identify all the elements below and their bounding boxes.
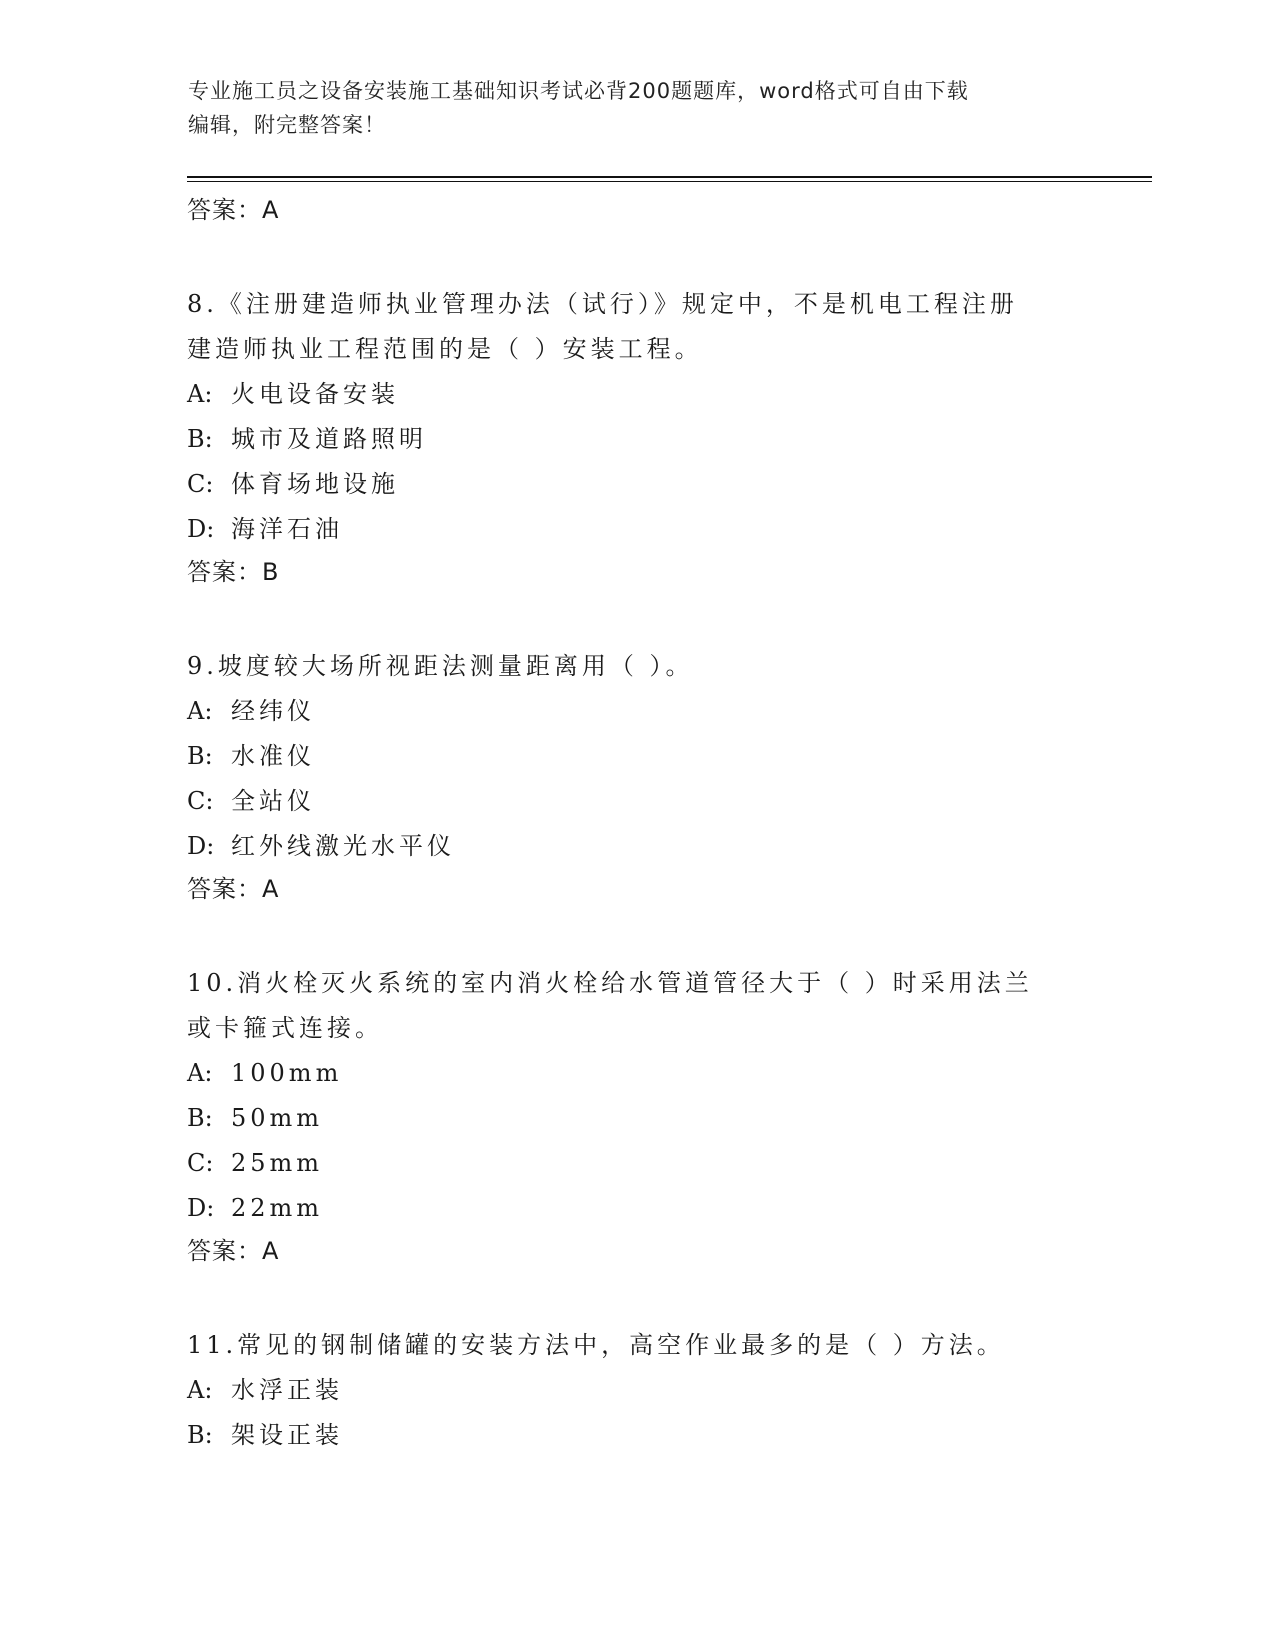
option-b	[187, 1096, 1087, 1141]
option-key: B:	[187, 1104, 213, 1132]
header-line-2: 编辑，附完整答案！	[188, 113, 386, 137]
option-d	[187, 824, 1087, 869]
header-line-1: 专业施工员之设备安装施工基础知识考试必背200题题库，word格式可自由下载	[188, 79, 969, 103]
question-text: 8.《注册建造师执业管理办法（试行）》规定中，不是机电工程注册	[187, 290, 1018, 318]
option-key: B:	[187, 425, 213, 453]
option-text: 体育场地设施	[231, 470, 399, 498]
option-text: 22mm	[231, 1194, 324, 1222]
option-b	[187, 417, 1087, 462]
option-key: D:	[187, 515, 215, 543]
question-text: 11.常见的钢制储罐的安装方法中，高空作业最多的是（ ）方法。	[187, 1331, 1005, 1359]
option-key: D:	[187, 1194, 215, 1222]
option-key: B:	[187, 1421, 213, 1449]
option-a	[187, 1368, 1087, 1413]
page-header	[188, 74, 1088, 142]
option-text: 水准仪	[231, 742, 315, 770]
question-text-continued: 或卡箍式连接。	[187, 1014, 383, 1042]
option-b	[187, 1413, 1087, 1458]
question-11	[187, 1323, 1087, 1458]
option-d	[187, 1186, 1087, 1231]
option-key: A:	[187, 1059, 213, 1087]
option-b	[187, 734, 1087, 779]
option-text: 全站仪	[231, 787, 315, 815]
answer-previous: 答案：A	[187, 196, 280, 224]
option-text: 经纬仪	[231, 697, 315, 725]
option-text: 水浮正装	[231, 1376, 343, 1404]
option-text: 海洋石油	[231, 515, 343, 543]
answer-label: 答案：A	[187, 875, 280, 903]
option-key: C:	[187, 1149, 214, 1177]
option-c	[187, 1141, 1087, 1186]
document-body	[187, 190, 1087, 1458]
question-8	[187, 282, 1087, 592]
option-text: 100mm	[231, 1059, 343, 1087]
option-text: 火电设备安装	[231, 380, 399, 408]
question-text: 10.消火栓灭火系统的室内消火栓给水管道管径大于（ ）时采用法兰	[187, 969, 1033, 997]
option-text: 城市及道路照明	[231, 425, 427, 453]
answer-label: 答案：A	[187, 1237, 280, 1265]
option-text: 架设正装	[231, 1421, 343, 1449]
option-key: C:	[187, 787, 214, 815]
header-divider	[187, 176, 1152, 182]
option-key: A:	[187, 380, 213, 408]
option-c	[187, 779, 1087, 824]
option-text: 25mm	[231, 1149, 324, 1177]
option-key: A:	[187, 1376, 213, 1404]
option-key: C:	[187, 470, 214, 498]
option-a	[187, 372, 1087, 417]
option-a	[187, 1051, 1087, 1096]
option-c	[187, 462, 1087, 507]
option-text: 50mm	[231, 1104, 324, 1132]
question-text: 9.坡度较大场所视距法测量距离用（ ）。	[187, 652, 694, 680]
question-10	[187, 961, 1087, 1271]
question-9	[187, 644, 1087, 909]
option-key: D:	[187, 832, 215, 860]
option-d	[187, 507, 1087, 552]
option-key: B:	[187, 742, 213, 770]
option-key: A:	[187, 697, 213, 725]
answer-label: 答案：B	[187, 558, 280, 586]
option-a	[187, 689, 1087, 734]
question-text-continued: 建造师执业工程范围的是（ ）安装工程。	[187, 335, 703, 363]
option-text: 红外线激光水平仪	[231, 832, 455, 860]
